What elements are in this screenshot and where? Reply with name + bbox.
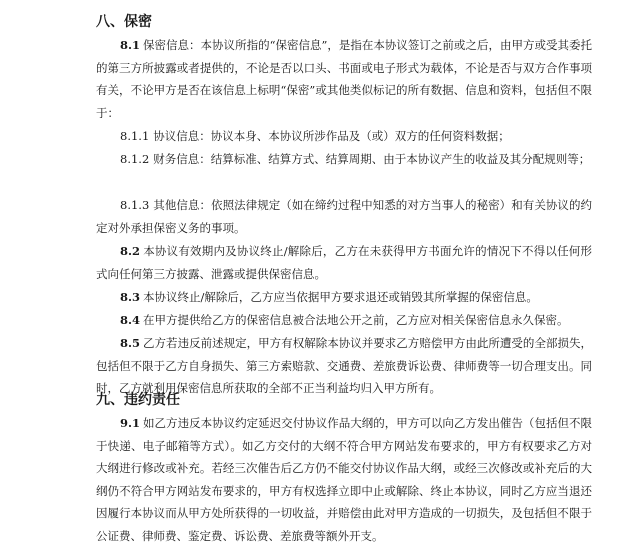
clause-number: 8.1.1 bbox=[120, 129, 150, 143]
clause-8-1-2 bbox=[96, 148, 592, 171]
clause-number: 8.2 bbox=[120, 244, 141, 258]
clause-text: 财务信息：结算标准、结算方式、结算周期、由于本协议产生的收益及其分配规则等； bbox=[153, 152, 591, 166]
clause-number: 8.1 bbox=[120, 38, 141, 52]
clause-number: 8.1.3 bbox=[120, 198, 150, 212]
clause-8-2 bbox=[96, 240, 592, 285]
clause-text: 其他信息：依照法律规定（如在缔约过程中知悉的对方当事人的秘密）和有关协议的约定对外承担保密义务的事项。 bbox=[96, 198, 592, 235]
clause-number: 8.4 bbox=[120, 313, 141, 327]
clause-text: 如乙方违反本协议约定延迟交付协议作品大纲的，甲方可以向乙方发出催告（包括但不限于快递、电子邮箱等方式）。如乙方交付的大纲不符合甲方网站发布要求的，甲方有权要求乙方对大纲进行修改或补充。若经三次催告后乙方仍不能交付协议作品大纲，或经三次修改或补充后的大纲仍不符合甲方网站发布要求的，甲方有权选择立即中止或解除、终止本协议，同时乙方应当退还因履行本协议而从甲方处所获得的一切收益，并赔偿由此对甲方造成的一切损失，及包括但不限于公证费、律师费、鉴定费、诉讼费、差旅费等额外开支。 bbox=[96, 416, 592, 543]
clause-9-1 bbox=[96, 412, 592, 548]
section-heading-breach-liability: 九、违约责任 bbox=[96, 392, 180, 408]
clause-number: 8.5 bbox=[120, 336, 141, 350]
section-heading-confidentiality: 八、保密 bbox=[96, 14, 152, 30]
clause-8-3 bbox=[96, 286, 592, 309]
clause-text: 保密信息：本协议所指的“保密信息”，是指在本协议签订之前或之后，由甲方或受其委托的第三方所披露或者提供的，不论是否以口头、书面或电子形式为载体，不论是否与双方合作事项有关，不论甲方是否在该信息上标明“保密”或其他类似标记的所有数据、信息和资料，包括但不限于： bbox=[96, 38, 592, 120]
clause-text: 本协议终止/解除后，乙方应当依据甲方要求退还或销毁其所掌握的保密信息。 bbox=[143, 290, 538, 304]
clause-8-1 bbox=[96, 34, 592, 124]
clause-8-4 bbox=[96, 309, 592, 332]
clause-text: 乙方若违反前述规定，甲方有权解除本协议并要求乙方赔偿甲方由此所遭受的全部损失，包括但不限于乙方自身损失、第三方索赔款、交通费、差旅费诉讼费、律师费等一切合理支出。同时，乙方就利用保密信息所获取的全部不正当利益均归入甲方所有。 bbox=[96, 336, 592, 396]
clause-8-1-3 bbox=[96, 194, 592, 239]
clause-text: 本协议有效期内及协议终止/解除后，乙方在未获得甲方书面允许的情况下不得以任何形式向任何第三方披露、泄露或提供保密信息。 bbox=[96, 244, 592, 281]
clause-number: 8.3 bbox=[120, 290, 141, 304]
clause-text: 在甲方提供给乙方的保密信息被合法地公开之前，乙方应对相关保密信息永久保密。 bbox=[143, 313, 569, 327]
clause-text: 协议信息：协议本身、本协议所涉作品及（或）双方的任何资料数据； bbox=[153, 129, 510, 143]
clause-8-1-1 bbox=[96, 125, 592, 148]
clause-number: 8.1.2 bbox=[120, 152, 150, 166]
clause-number: 9.1 bbox=[120, 416, 141, 430]
